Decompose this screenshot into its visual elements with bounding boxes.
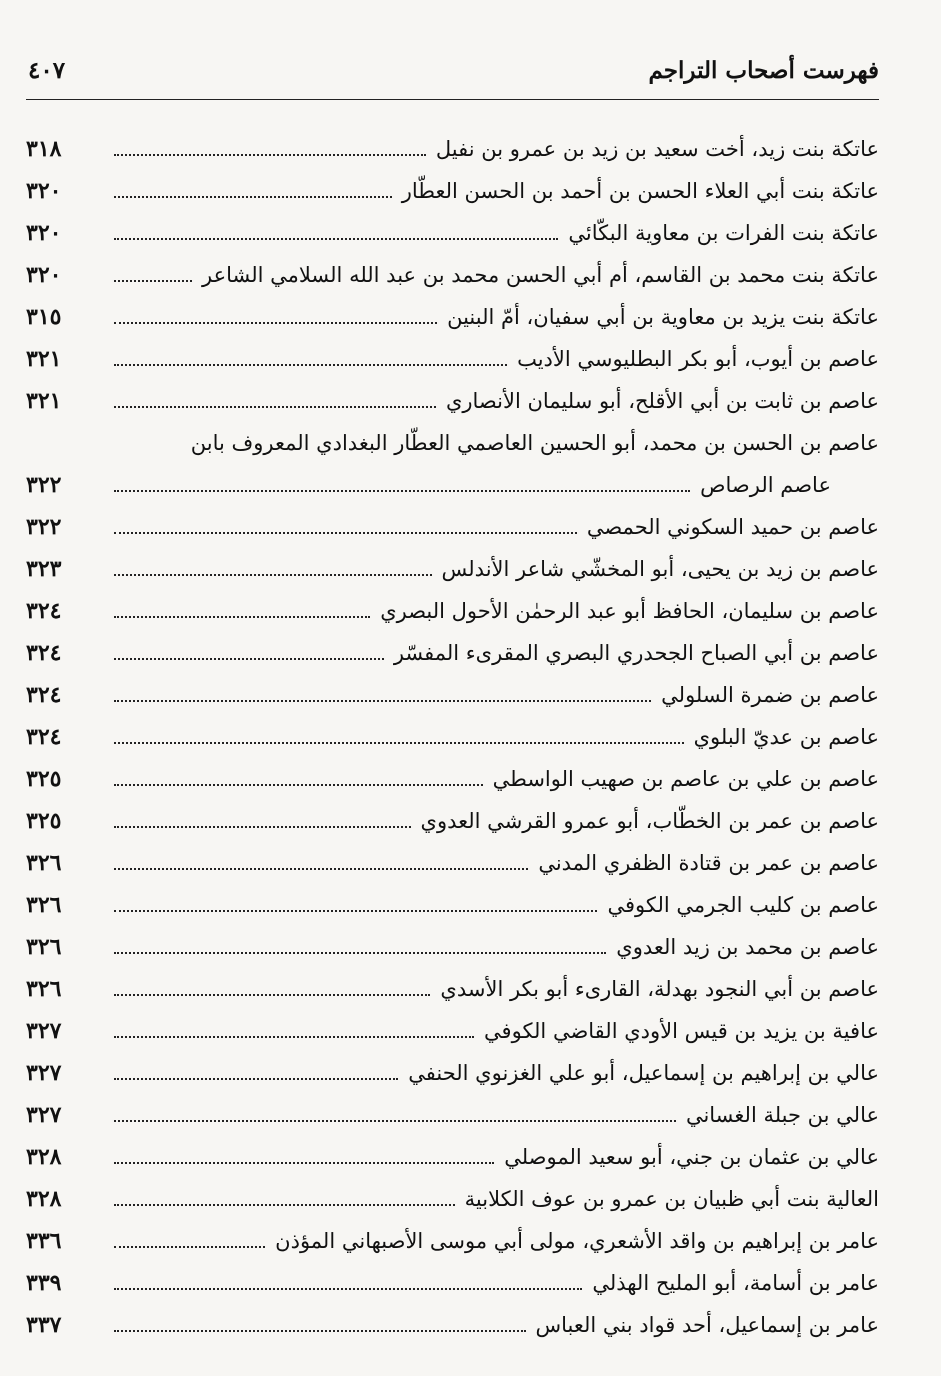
index-entry [26,248,879,290]
dot-leader [114,742,684,744]
entry-name: عاصم بن زيد بن يحيى، أبو المخشّي شاعر الأندلس [441,557,879,581]
page-header [26,55,879,100]
entry-name: عامر بن إسماعيل، أحد قواد بني العباس [535,1313,879,1337]
entry-page-number: ٣٢٧ [26,1102,62,1128]
dot-leader [114,574,432,576]
dot-leader [114,238,558,240]
entry-name: عاصم بن عديّ البلوي [693,725,879,749]
index-entry [26,164,879,206]
dot-leader [114,700,651,702]
entry-name: عاصم بن ضمرة السلولي [661,683,879,707]
entry-page-number: ٣٣٧ [26,1312,62,1338]
dot-leader [114,490,690,492]
dot-leader [114,280,192,282]
index-entry [26,290,879,332]
index-entry [26,962,879,1004]
entry-page-number: ٣٢١ [26,346,62,372]
entry-name: عامر بن أسامة، أبو المليح الهذلي [592,1271,879,1295]
entry-name: عاصم بن أيوب، أبو بكر البطليوسي الأديب [517,347,879,371]
index-entry [26,206,879,248]
entry-page-number: ٣٢٦ [26,850,62,876]
entry-page-number: ٣٢٧ [26,1060,62,1086]
entry-name: عاصم بن ثابت بن أبي الأقلح، أبو سليمان الأنصاري [445,389,879,413]
entry-name: عالي بن إبراهيم بن إسماعيل، أبو علي الغزنوي الحنفي [408,1061,879,1085]
entry-page-number: ٣٢٦ [26,976,62,1002]
index-entry [26,920,879,962]
dot-leader [114,1288,582,1290]
entry-name: عامر بن إبراهيم بن واقد الأشعري، مولى أبي موسى الأصبهاني المؤذن [275,1229,879,1253]
index-entry [26,1214,879,1256]
running-title: فهرست أصحاب التراجم [648,57,879,84]
index-entry [26,794,879,836]
entry-name: عاصم بن عمر بن قتادة الظفري المدني [538,851,879,875]
entry-page-number: ٣٢٨ [26,1144,62,1170]
entry-name: عافية بن يزيد بن قيس الأودي القاضي الكوفي [484,1019,879,1043]
entry-name: عاصم بن عمر بن الخطّاب، أبو عمرو القرشي العدوي [420,809,879,833]
entry-page-number: ٣٢٤ [26,724,62,750]
dot-leader [114,322,437,324]
page-number: ٤٠٧ [28,57,66,84]
index-entry [26,1172,879,1214]
entry-page-number: ٣٢٥ [26,766,62,792]
entry-page-number: ٣٢٤ [26,640,62,666]
entry-name: عاصم بن سليمان، الحافظ أبو عبد الرحمٰن الأحول البصري [380,599,879,623]
entry-page-number: ٣٢١ [26,388,62,414]
entry-page-number: ٣١٨ [26,136,62,162]
entry-page-number: ٣٢٢ [26,472,62,498]
index-entry [26,1046,879,1088]
index-entry [26,1298,879,1340]
dot-leader [114,616,370,618]
index-entry [26,584,879,626]
entry-name: عالي بن عثمان بن جني، أبو سعيد الموصلي [504,1145,879,1169]
index-entry [26,542,879,584]
entry-name: عاتكة بنت يزيد بن معاوية بن أبي سفيان، أمّ البنين [447,305,879,329]
entry-page-number: ٣١٥ [26,304,62,330]
dot-leader [114,196,392,198]
entry-name: عاصم بن حميد السكوني الحمصي [586,515,879,539]
entry-page-number: ٣٢٤ [26,682,62,708]
entry-page-number: ٣٢٠ [26,220,62,246]
entry-name: عاصم بن أبي النجود بهدلة، القارىء أبو بكر الأسدي [440,977,879,1001]
entry-page-number: ٣٢٠ [26,178,62,204]
dot-leader [114,784,483,786]
entry-name: عاتكة بنت الفرات بن معاوية البكّائي [568,221,879,245]
dot-leader [114,1036,474,1038]
dot-leader [114,364,507,366]
entry-name: عالي بن جبلة الغساني [685,1103,879,1127]
index-entry [26,500,879,542]
entry-page-number: ٣٢٣ [26,556,62,582]
entry-page-number: ٣٢٠ [26,262,62,288]
index-entry [26,1004,879,1046]
dot-leader [114,658,384,660]
entry-name: عاصم بن كليب الجرمي الكوفي [607,893,879,917]
entry-page-number: ٣٢٨ [26,1186,62,1212]
entry-page-number: ٣٢٧ [26,1018,62,1044]
index-entry [26,1256,879,1298]
index-entry [26,836,879,878]
entry-name: عاتكة بنت أبي العلاء الحسن بن أحمد بن الحسن العطّار [401,179,879,203]
entry-page-number: ٣٢٢ [26,514,62,540]
index-entry [26,1130,879,1172]
index-entry-first-line: عاصم بن الحسن بن محمد، أبو الحسين العاصمي العطّار البغدادي المعروف بابن [190,431,879,455]
index-entry [26,332,879,374]
dot-leader [114,994,430,996]
dot-leader [114,406,436,408]
dot-leader [114,1330,526,1332]
entry-name: عاصم الرصاص [700,473,831,497]
entry-name: عاتكة بنت زيد، أخت سعيد بن زيد بن عمرو بن نفيل [435,137,879,161]
index-entry [26,626,879,668]
dot-leader [114,154,426,156]
index-entry [26,1088,879,1130]
entry-name: عاتكة بنت محمد بن القاسم، أم أبي الحسن محمد بن عبد الله السلامي الشاعر [201,263,879,287]
index-entry [26,458,879,500]
dot-leader [114,952,606,954]
dot-leader [114,910,597,912]
dot-leader [114,1162,494,1164]
entry-page-number: ٣٢٥ [26,808,62,834]
entry-page-number: ٣٢٤ [26,598,62,624]
index-entry [26,710,879,752]
entry-name: العالية بنت أبي ظبيان بن عمرو بن عوف الكلابية [464,1187,879,1211]
dot-leader [114,1246,265,1248]
entry-name: عاصم بن أبي الصباح الجحدري البصري المقرىء المفسّر [393,641,879,665]
index-entry [26,878,879,920]
dot-leader [114,1204,455,1206]
dot-leader [114,532,577,534]
index-entry [26,752,879,794]
index-entry [26,374,879,416]
index-entry [26,668,879,710]
dot-leader [114,1120,676,1122]
entry-name: عاصم بن محمد بن زيد العدوي [616,935,879,959]
entry-page-number: ٣٣٦ [26,1228,62,1254]
index-entry [26,122,879,164]
entry-page-number: ٣٣٩ [26,1270,62,1296]
dot-leader [114,1078,398,1080]
biography-index-list [26,122,879,1340]
dot-leader [114,868,528,870]
entry-name: عاصم بن علي بن عاصم بن صهيب الواسطي [492,767,879,791]
entry-page-number: ٣٢٦ [26,934,62,960]
entry-page-number: ٣٢٦ [26,892,62,918]
dot-leader [114,826,411,828]
